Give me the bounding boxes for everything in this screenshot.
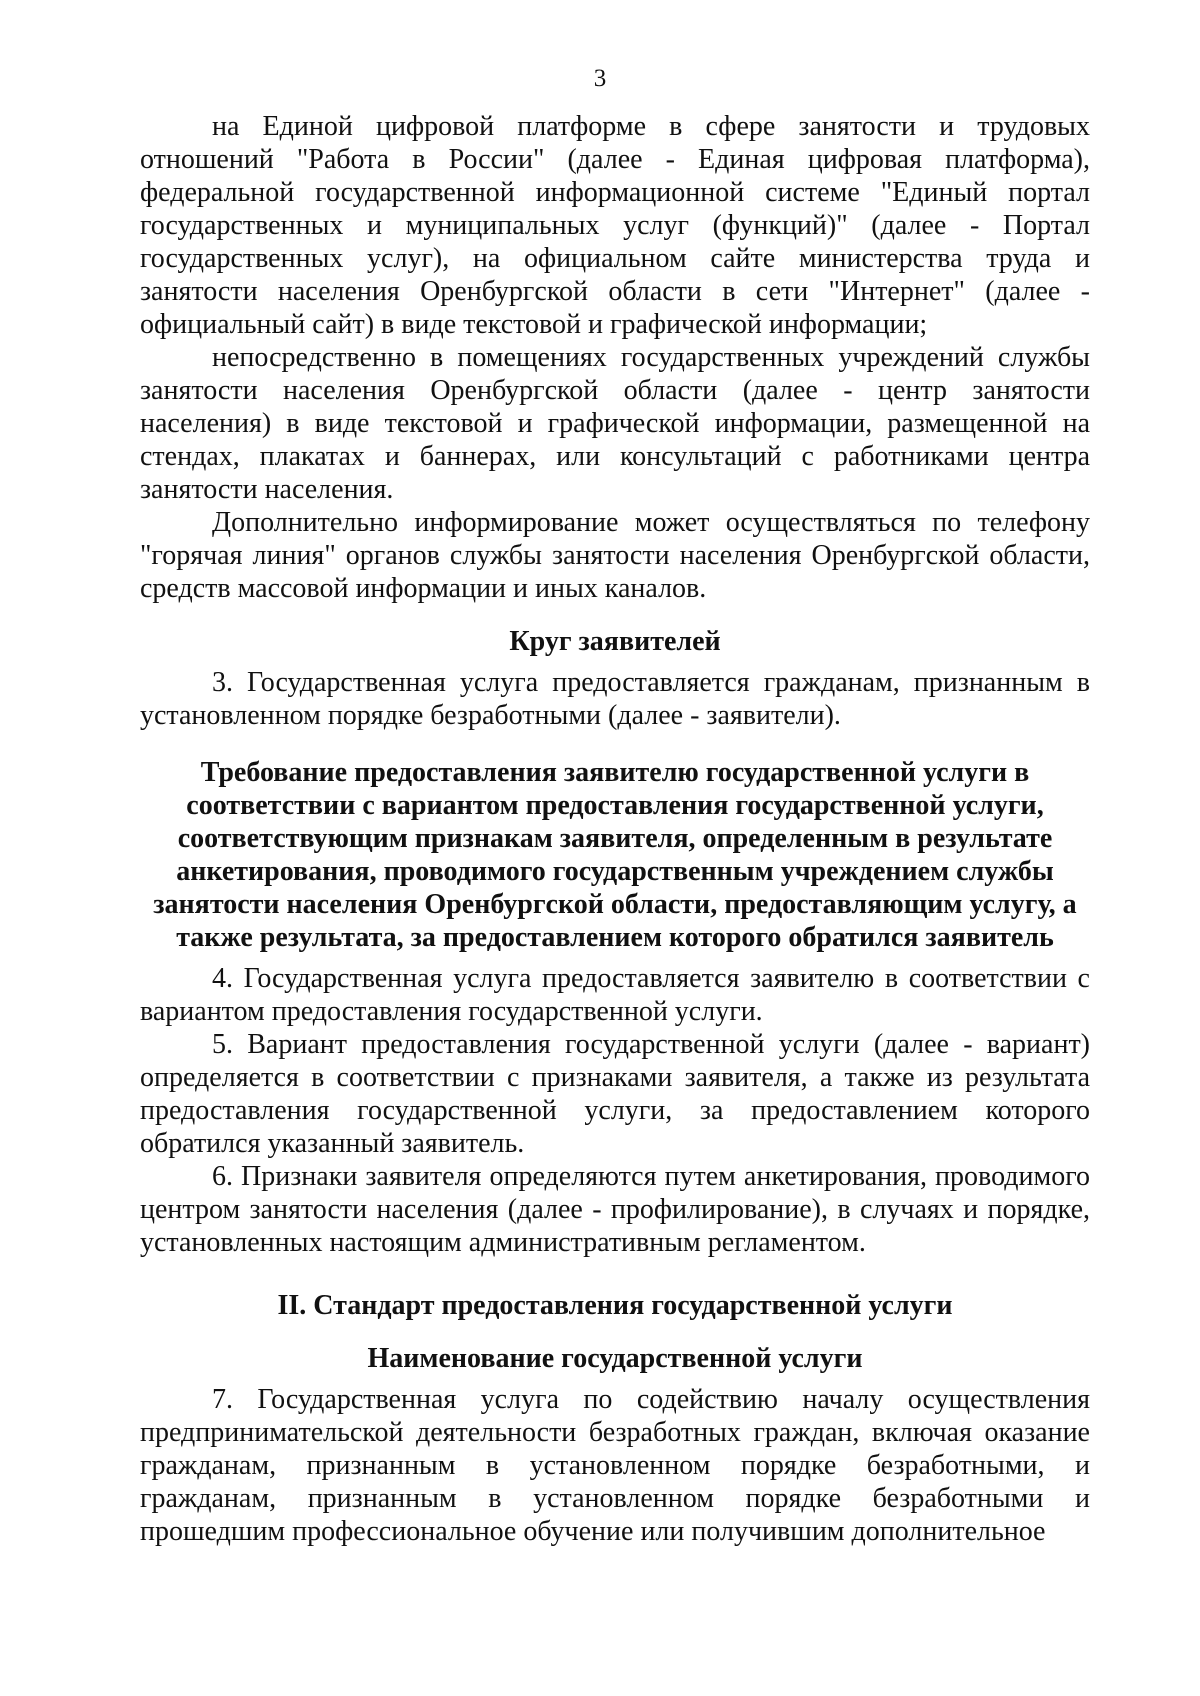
paragraph-info-platforms: на Единой цифровой платформе в сфере занятости и трудовых отношений "Работа в России" (далее - Единая цифровая платформа), федеральной государственной информационной системе "Единый портал государственных и муниципальных услуг (функций)" (далее - Портал государственных услуг), на официальном сайте министерства труда и занятости населения Оренбургской области в сети "Интернет" (далее - официальный сайт) в виде текстовой и графической информации; — [140, 111, 1090, 340]
paragraph-5: 5. Вариант предоставления государственной услуги (далее - вариант) определяется в соответствии с признаками заявителя, а также из результата предоставления государственной услуги, за предоставлением которого обратился указанный заявитель. — [140, 1029, 1090, 1159]
heading-applicants: Круг заявителей — [509, 626, 721, 657]
heading-service-name: Наименование государственной услуги — [367, 1343, 863, 1374]
paragraph-info-hotline: Дополнительно информирование может осуществляться по телефону "горячая линия" органов службы занятости населения Оренбургской области, средств массовой информации и иных каналов. — [140, 507, 1090, 604]
paragraph-3: 3. Государственная услуга предоставляется гражданам, признанным в установленном порядке безработными (далее - заявители). — [140, 667, 1090, 731]
page-number: 3 — [593, 65, 607, 92]
paragraph-7: 7. Государственная услуга по содействию началу осуществления предпринимательской деятельности безработных граждан, включая оказание гражданам, признанным в установленном порядке безработными, и гражданам, признанным в установленном порядке безработными и прошедшим профессиональное обучение или получившим дополнительное — [140, 1384, 1090, 1547]
paragraph-info-premises: непосредственно в помещениях государственных учреждений службы занятости населения Оренбургской области (далее - центр занятости населения) в виде текстовой и графической информации, размещенной на стендах, плакатах и баннерах, или консультаций с работниками центра занятости населения. — [140, 342, 1090, 505]
heading-requirement: Требование предоставления заявителю государственной услуги в соответствии с вариантом предоставления государственной услуги, соответствующим признакам заявителя, определенным в результате анкетирования, проводимого государственным учреждением службы занятости населения Оренбургской области, предоставляющим услугу, а также результата, за предоставлением которого обратился заявитель — [153, 757, 1077, 953]
paragraph-6: 6. Признаки заявителя определяются путем анкетирования, проводимого центром занятости населения (далее - профилирование), в случаях и порядке, установленных настоящим административным регламентом. — [140, 1161, 1090, 1258]
document-body — [140, 110, 1090, 1548]
heading-section-2: II. Стандарт предоставления государственной услуги — [277, 1290, 953, 1321]
paragraph-4: 4. Государственная услуга предоставляется заявителю в соответствии с вариантом предоставления государственной услуги. — [140, 963, 1090, 1027]
